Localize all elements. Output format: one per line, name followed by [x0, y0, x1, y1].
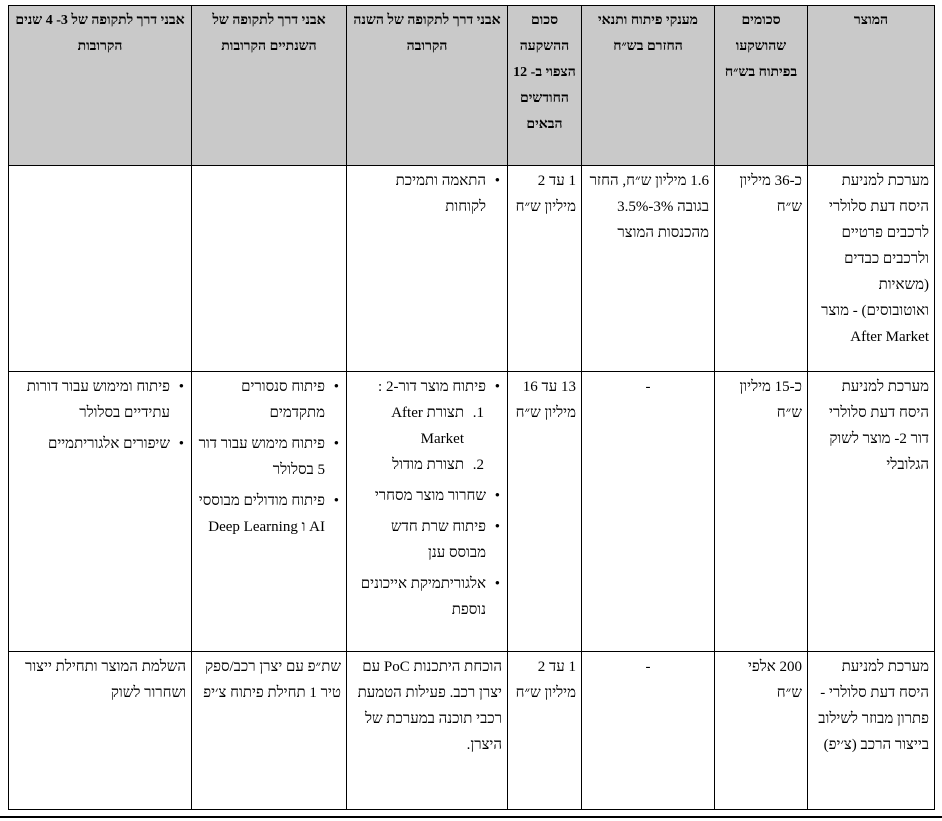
milestones-three-four-years-cell [9, 166, 192, 372]
header-milestones-three-four-years: אבני דרך לתקופה של 3- 4 שנים הקרובות [9, 6, 192, 166]
expected-cell: 1 עד 2 מיליון ש״ח [508, 166, 582, 372]
numbered-item-text: תצורת After Market [391, 405, 464, 447]
numbered-list [352, 400, 486, 478]
list-item: • פיתוח ומימוש עבור דורות עתידיים בסלולר [14, 374, 170, 426]
milestones-year-cell [347, 166, 508, 372]
list-item: • פיתוח מודולים מבוססי AI ו Deep Learning [197, 488, 325, 540]
bullet-list [352, 374, 502, 623]
header-invested: סכומים שהושקעו בפיתוח בש״ח [715, 6, 808, 166]
list-item: • שיפורים אלגוריתמיים [14, 431, 170, 457]
product-cell: מערכת למניעת היסח דעת סלולרי לרכבים פרטיים ולרכבים כבדים (משאיות ואוטובוסים) - מוצר After Market [808, 166, 935, 372]
milestones-two-years-cell: שת״פ עם יצרן רכב/ספק טיר 1 תחילת פיתוח צ׳יפ [192, 652, 347, 810]
numbered-item-text: תצורת מודול [392, 457, 464, 473]
list-item [352, 374, 486, 478]
development-milestones-table [8, 5, 935, 810]
milestones-two-years-cell [192, 372, 347, 652]
list-item: • פיתוח סנסורים מתקדמים [197, 374, 325, 426]
bullet-list [197, 374, 341, 540]
bullet-list [352, 168, 502, 220]
grants-cell: - [582, 652, 715, 810]
invested-cell: 200 אלפי ש״ח [715, 652, 808, 810]
grants-cell: - [582, 372, 715, 652]
milestones-year-cell [347, 372, 508, 652]
header-milestones-two-years: אבני דרך לתקופה של השנתיים הקרובות [192, 6, 347, 166]
table-row [9, 652, 935, 810]
product-cell: מערכת למניעת היסח דעת סלולרי דור 2- מוצר לשוק הגלובלי [808, 372, 935, 652]
numbered-item [352, 400, 484, 452]
list-item: • אלגוריתמיקת אייכונים נוספת [352, 571, 486, 623]
expected-cell: 1 עד 2 מיליון ש״ח [508, 652, 582, 810]
header-product: המוצר [808, 6, 935, 166]
header-expected-investment: סכום ההשקעה הצפוי ב- 12 החודשים הבאים [508, 6, 582, 166]
page-bottom-rule [0, 816, 942, 818]
milestones-year-cell: הוכחת היתכנות PoC עם יצרן רכב. פעילות הטמעת רכבי תוכנה במערכת של היצרן. [347, 652, 508, 810]
list-item: • פיתוח שרת חדש מבוסס ענן [352, 514, 486, 566]
milestones-three-four-years-cell: השלמת המוצר ותחילת ייצור ושחרור לשוק [9, 652, 192, 810]
list-item-text: פיתוח מוצר דור-2 : [378, 379, 486, 395]
item-number: 1. [472, 405, 484, 421]
product-cell: מערכת למניעת היסח דעת סלולרי - פתרון מבוזר לשילוב בייצור הרכב (צ׳יפ) [808, 652, 935, 810]
invested-cell: כ-36 מיליון ש״ח [715, 166, 808, 372]
milestones-two-years-cell [192, 166, 347, 372]
list-item: • התאמה ותמיכת לקוחות [352, 168, 486, 220]
list-item: • שחרור מוצר מסחרי [352, 483, 486, 509]
invested-cell: כ-15 מיליון ש״ח [715, 372, 808, 652]
table-header-row [9, 6, 935, 166]
table-row [9, 372, 935, 652]
milestones-three-four-years-cell [9, 372, 192, 652]
list-item: • פיתוח מימוש עבור דור 5 בסלולר [197, 431, 325, 483]
grants-cell: 1.6 מיליון ש״ח, החזר בגובה 3%-3.5% מהכנסות המוצר [582, 166, 715, 372]
expected-cell: 13 עד 16 מיליון ש״ח [508, 372, 582, 652]
header-milestones-year: אבני דרך לתקופה של השנה הקרובה [347, 6, 508, 166]
bullet-list [14, 374, 186, 457]
table-row [9, 166, 935, 372]
numbered-item [352, 452, 484, 478]
header-grants: מענקי פיתוח ותנאי החזרם בש״ח [582, 6, 715, 166]
document-page [8, 5, 934, 810]
item-number: 2. [472, 457, 484, 473]
